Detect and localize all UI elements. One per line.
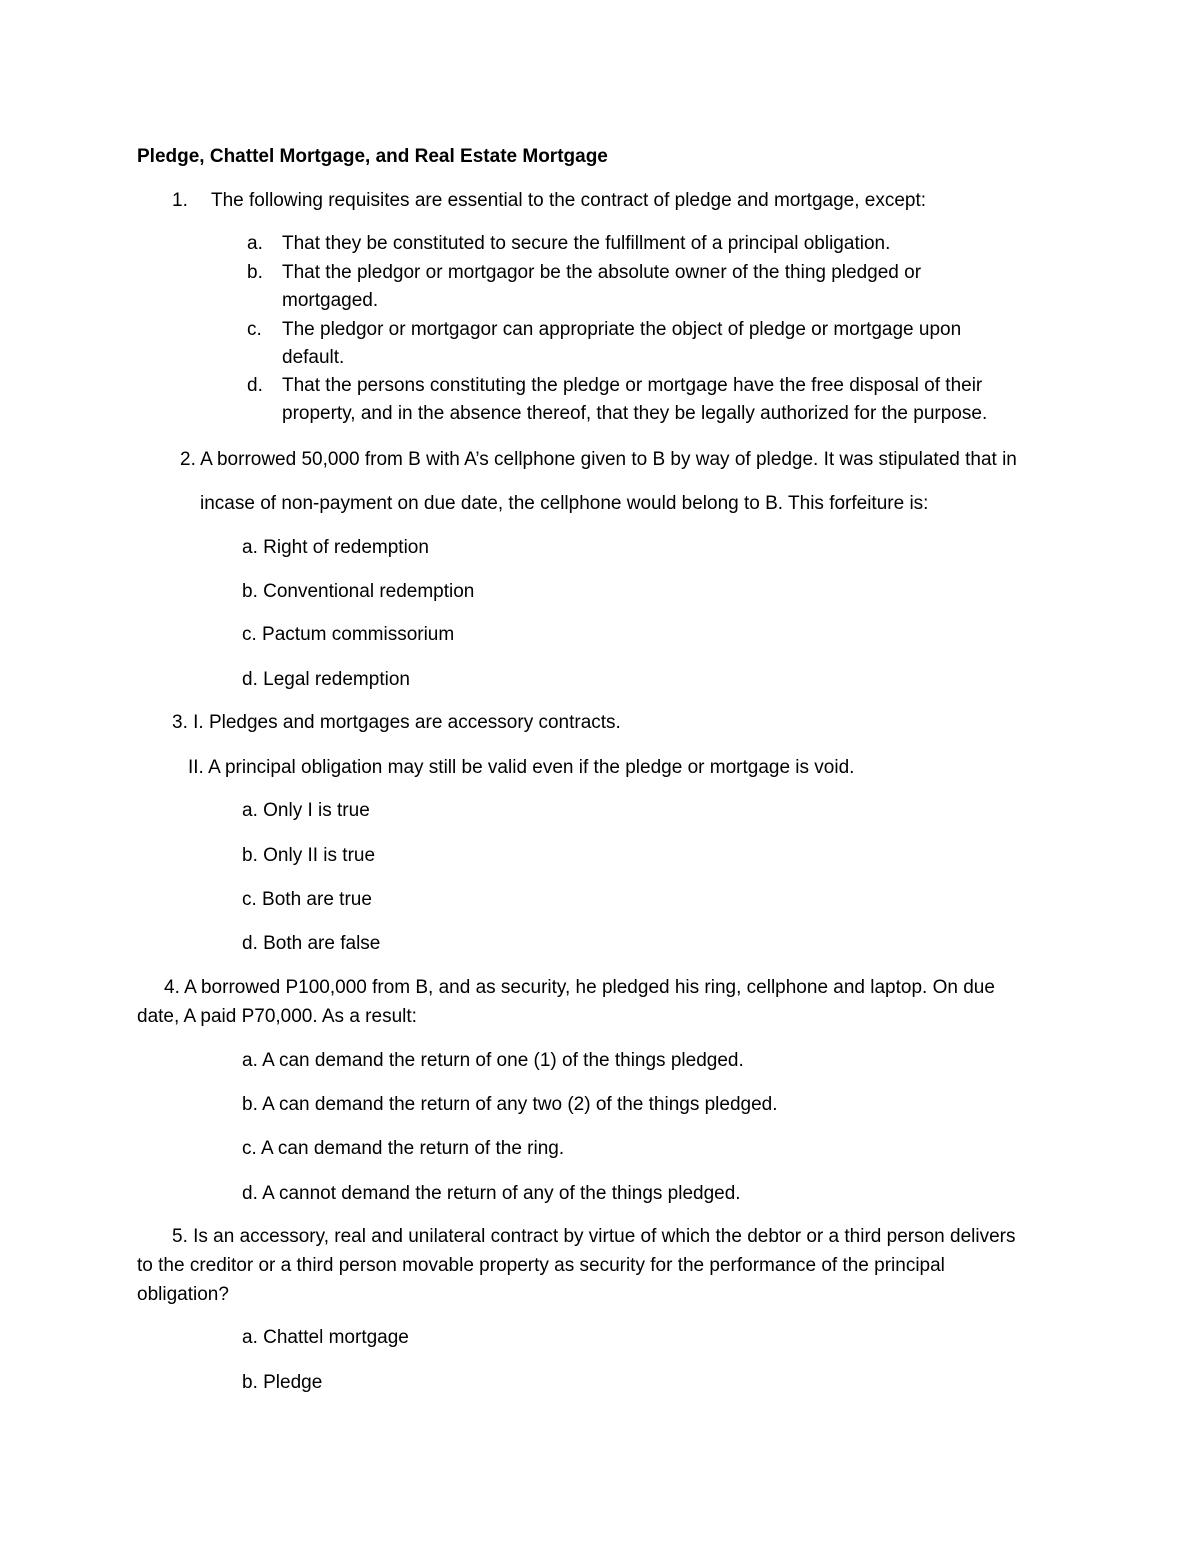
- q2-line2: incase of non-payment on due date, the cellphone would belong to B. This forfeiture is:: [200, 493, 929, 514]
- q1-option-d-letter: d.: [247, 375, 263, 396]
- q5-option-a: a. Chattel mortgage: [242, 1327, 409, 1348]
- q3-option-d: d. Both are false: [242, 933, 381, 954]
- q1-text: The following requisites are essential to the contract of pledge and mortgage, except:: [211, 190, 927, 211]
- q2-option-c: c. Pactum commissorium: [242, 624, 455, 645]
- q1-number: 1.: [172, 190, 188, 211]
- q4-line1: 4. A borrowed P100,000 from B, and as security, he pledged his ring, cellphone and laptop. On due: [164, 977, 995, 998]
- q1-option-b-line2: mortgaged.: [282, 290, 379, 311]
- q4-option-a: a. A can demand the return of one (1) of the things pledged.: [242, 1050, 744, 1071]
- q4-option-c: c. A can demand the return of the ring.: [242, 1138, 565, 1159]
- q5-line1: 5. Is an accessory, real and unilateral contract by virtue of which the debtor or a third person delivers: [172, 1226, 1016, 1247]
- q4-option-b: b. A can demand the return of any two (2) of the things pledged.: [242, 1094, 778, 1115]
- q2-option-a: a. Right of redemption: [242, 537, 429, 558]
- q3-option-c: c. Both are true: [242, 889, 372, 910]
- q5-line2: to the creditor or a third person movable property as security for the performance of the principal: [137, 1255, 945, 1276]
- q1-option-d-line2: property, and in the absence thereof, that they be legally authorized for the purpose.: [282, 403, 988, 424]
- q3-option-b: b. Only II is true: [242, 845, 376, 866]
- q5-option-b: b. Pledge: [242, 1372, 323, 1393]
- q1-option-c-line1: The pledgor or mortgagor can appropriate the object of pledge or mortgage upon: [282, 319, 962, 340]
- q1-option-a-letter: a.: [247, 233, 263, 254]
- q3-line1: 3. I. Pledges and mortgages are accessory contracts.: [172, 712, 621, 733]
- q2-option-d: d. Legal redemption: [242, 669, 410, 690]
- q2-line1: 2. A borrowed 50,000 from B with A’s cellphone given to B by way of pledge. It was stipulated that in: [180, 449, 1017, 470]
- q1-option-a: That they be constituted to secure the fulfillment of a principal obligation.: [282, 233, 891, 254]
- q2-option-b: b. Conventional redemption: [242, 581, 475, 602]
- q4-option-d: d. A cannot demand the return of any of the things pledged.: [242, 1183, 741, 1204]
- page-title: Pledge, Chattel Mortgage, and Real Estate Mortgage: [137, 146, 608, 167]
- q1-option-b-letter: b.: [247, 262, 263, 283]
- q1-option-c-letter: c.: [247, 319, 262, 340]
- q4-line2: date, A paid P70,000. As a result:: [137, 1006, 417, 1027]
- q3-option-a: a. Only I is true: [242, 800, 370, 821]
- q1-option-d-line1: That the persons constituting the pledge or mortgage have the free disposal of their: [282, 375, 983, 396]
- q5-line3: obligation?: [137, 1284, 229, 1305]
- q3-line2: II. A principal obligation may still be valid even if the pledge or mortgage is void.: [188, 757, 855, 778]
- q1-option-c-line2: default.: [282, 347, 345, 368]
- q1-option-b-line1: That the pledgor or mortgagor be the absolute owner of the thing pledged or: [282, 262, 922, 283]
